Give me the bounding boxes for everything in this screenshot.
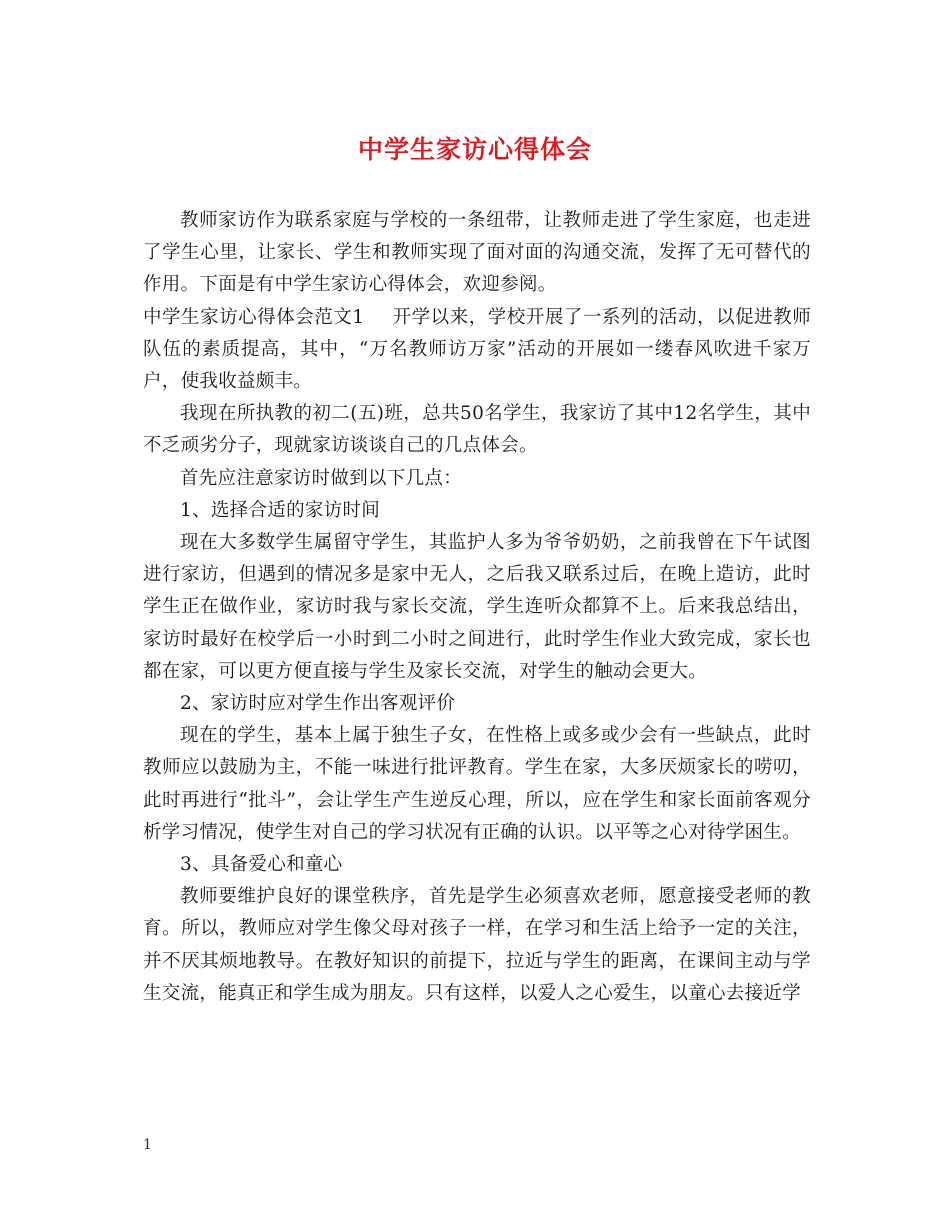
paragraph-points-intro: 首先应注意家访时做到以下几点： <box>180 467 463 489</box>
paragraph-class-info: 我现在所执教的初二(五)班，总共50名学生，我家访了其中12名学生，其中不乏顽劣分子，现就家访谈谈自己的几点体会。 <box>143 403 811 457</box>
document-title: 中学生家访心得体会 <box>357 135 592 164</box>
page-number: 1 <box>143 1137 152 1153</box>
section-heading-1: 1、选择合适的家访时间 <box>180 499 381 521</box>
section-heading-2: 2、家访时应对学生作出客观评价 <box>180 693 456 715</box>
paragraph-sample <box>143 302 811 399</box>
paragraph-intro: 教师家访作为联系家庭与学校的一条纽带，让教师走进了学生家庭，也走进了学生心里，让家长、学生和教师实现了面对面的沟通交流，发挥了无可替代的作用。下面是有中学生家访心得体会，欢迎参阅。 <box>143 210 811 296</box>
paragraph-section-3: 教师要维护良好的课堂秩序，首先是学生必须喜欢老师，愿意接受老师的教育。所以，教师应对学生像父母对孩子一样，在学习和生活上给予一定的关注，并不厌其烦地教导。在教好知识的前提下，拉近与学生的距离，在课间主动与学生交流，能真正和学生成为朋友。只有这样，以爱人之心爱生，以童心去接近学 <box>143 886 811 1004</box>
document-body <box>143 205 811 1010</box>
section-heading-3: 3、具备爱心和童心 <box>180 854 343 876</box>
sample-heading: 中学生家访心得体会范文1 <box>143 306 365 328</box>
paragraph-section-2: 现在的学生，基本上属于独生子女，在性格上或多或少会有一些缺点，此时教师应以鼓励为主，不能一味进行批评教育。学生在家，大多厌烦家长的唠叨，此时再进行“批斗”，会让学生产生逆反心理，所以，应在学生和家长面前客观分析学习情况，使学生对自己的学习状况有正确的认识。以平等之心对待学困生。 <box>143 725 811 843</box>
sample-text: 开学以来，学校开展了一系列的活动，以促进教师队伍的素质提高，其中，“万名教师访万家”活动的开展如一缕春风吹进千家万户，使我收益颇丰。 <box>143 306 812 393</box>
paragraph-section-1: 现在大多数学生属留守学生，其监护人多为爷爷奶奶，之前我曾在下午试图进行家访，但遇到的情况多是家中无人，之后我又联系过后，在晚上造访，此时学生正在做作业，家访时我与家长交流，学生连听众都算不上。后来我总结出，家访时最好在校学后一小时到二小时之间进行，此时学生作业大致完成，家长也都在家，可以更方便直接与学生及家长交流，对学生的触动会更大。 <box>143 532 811 682</box>
